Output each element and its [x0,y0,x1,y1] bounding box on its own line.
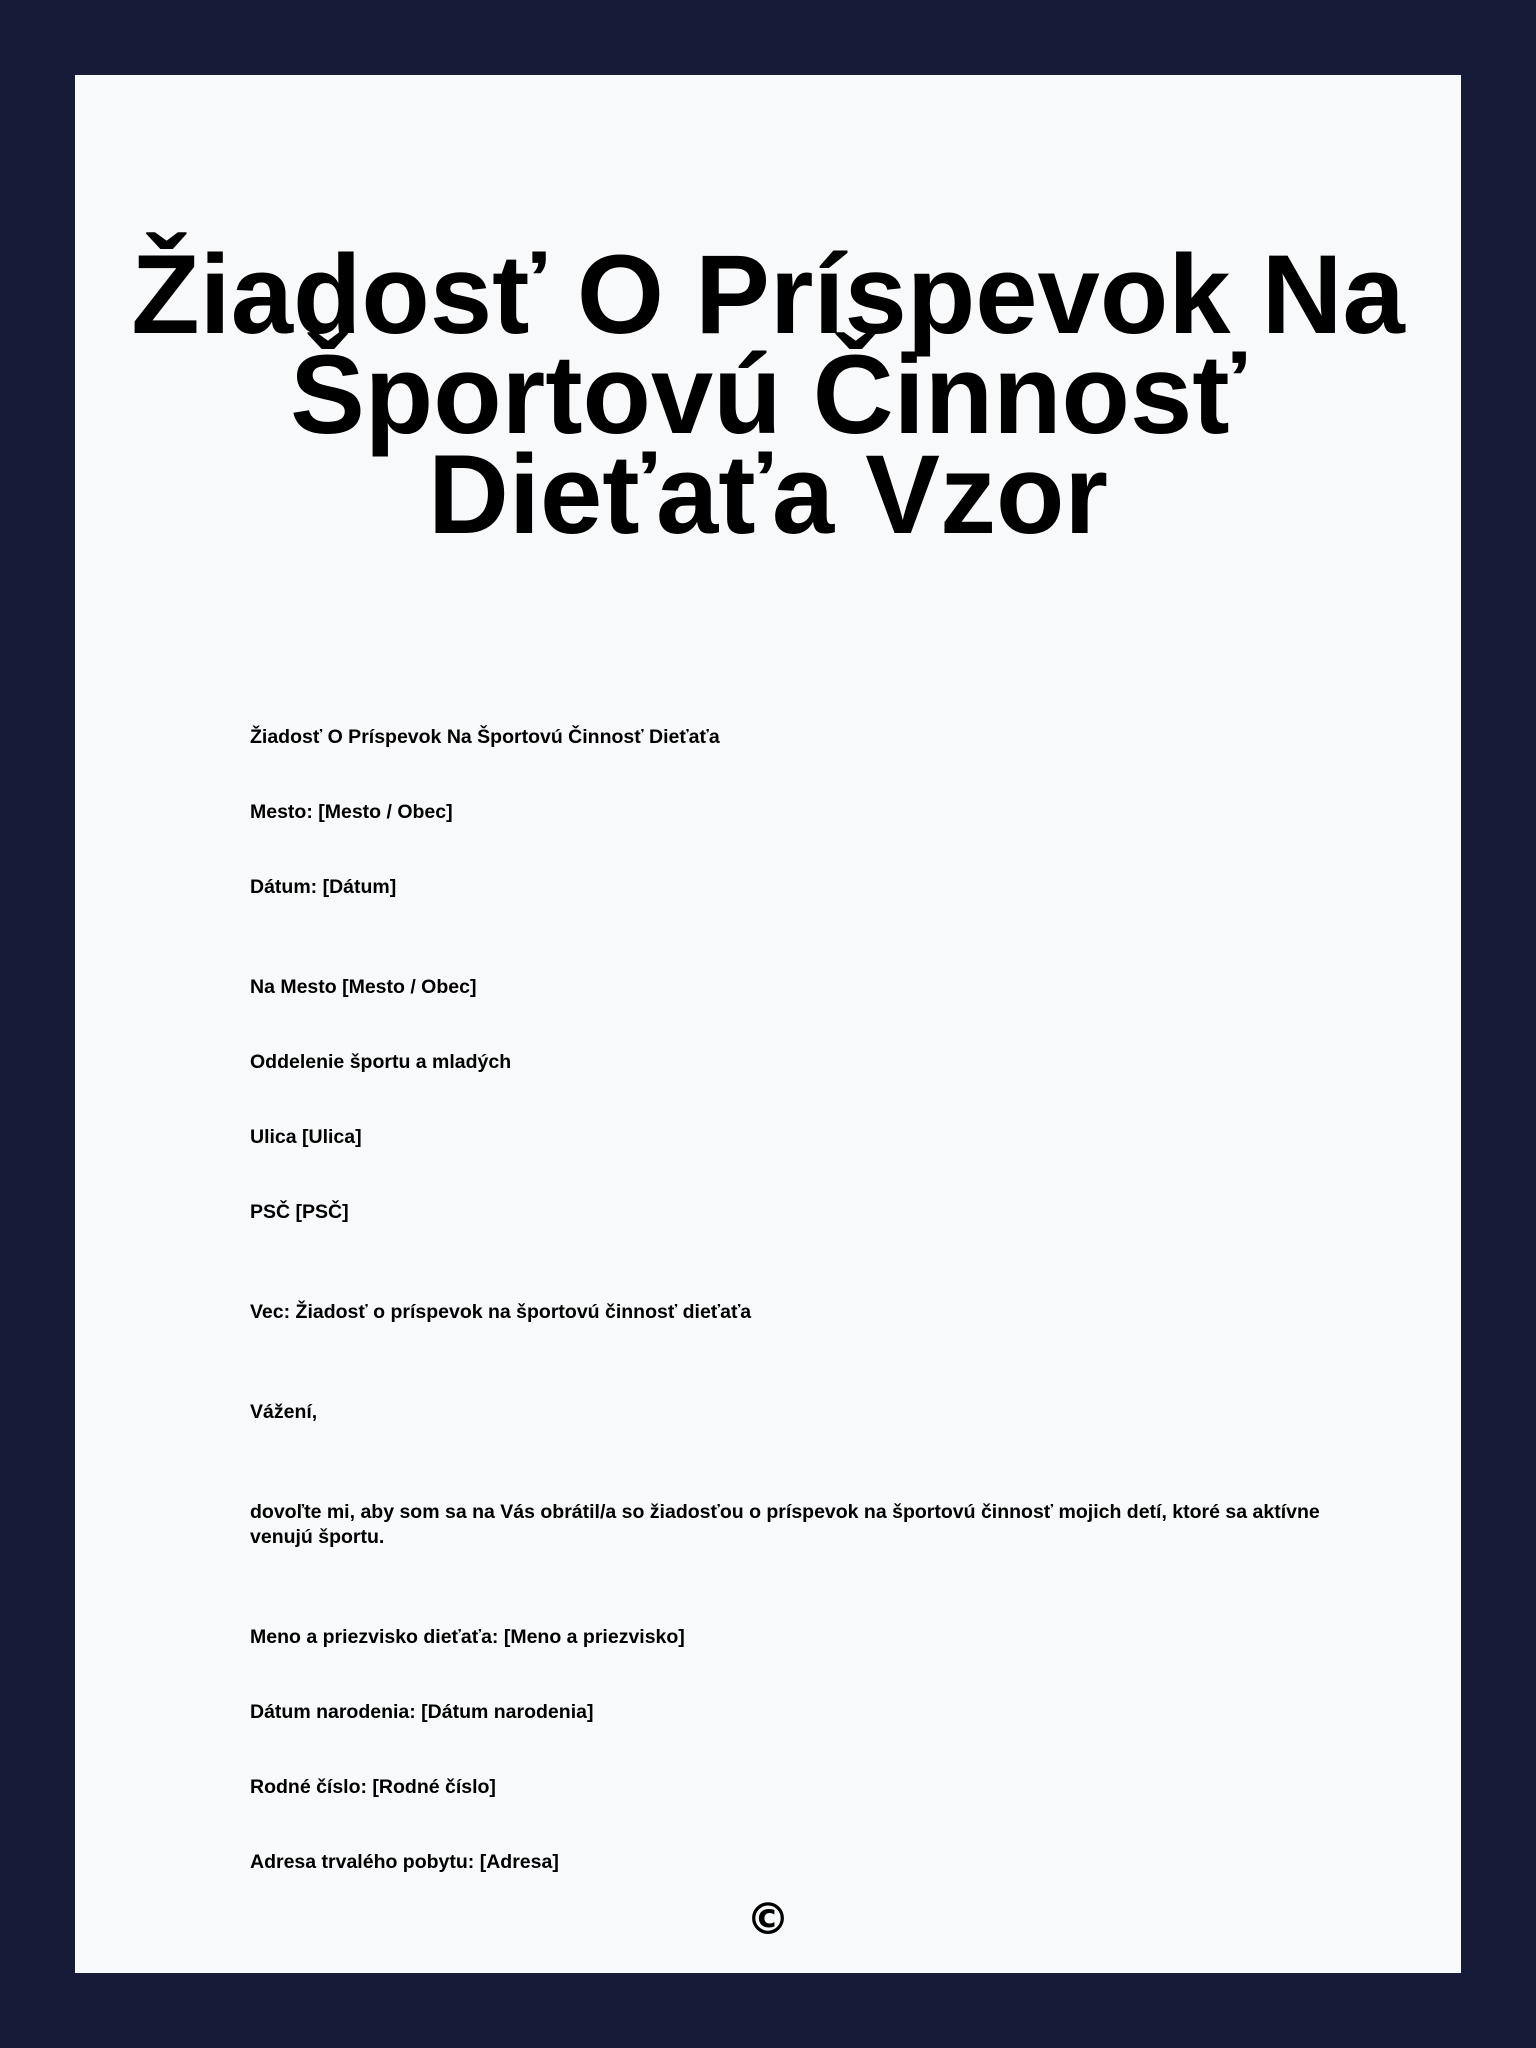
recipient-department-line: Oddelenie športu a mladých [250,1051,512,1073]
intro-paragraph: dovoľte mi, aby som sa na Vás obrátil/a so žiadosťou o príspevok na športovú činnosť mojich detí, ktoré sa aktívne venujú športu. [250,1501,1320,1548]
recipient-zip-line: PSČ [PSČ] [250,1201,349,1223]
city-line: Mesto: [Mesto / Obec] [250,801,453,823]
salutation: Vážení, [250,1401,318,1423]
recipient-street-line: Ulica [Ulica] [250,1126,362,1148]
child-name-line: Meno a priezvisko dieťaťa: [Meno a priezvisko] [250,1626,685,1648]
document-body [250,645,1350,1875]
date-line: Dátum: [Dátum] [250,876,397,898]
recipient-city-line: Na Mesto [Mesto / Obec] [250,976,477,998]
birth-number-line: Rodné číslo: [Rodné číslo] [250,1776,496,1798]
copyright-symbol: © [746,1894,790,1945]
subject-line: Vec: Žiadosť o príspevok na športovú činnosť dieťaťa [250,1301,752,1323]
address-line: Adresa trvalého pobytu: [Adresa] [250,1851,559,1873]
birth-date-line: Dátum narodenia: [Dátum narodenia] [250,1701,594,1723]
document-page [75,75,1461,1973]
letter-heading: Žiadosť O Príspevok Na Športovú Činnosť Dieťaťa [250,726,720,748]
page-title: Žiadosť O Príspevok Na Športovú Činnosť Dieťaťa Vzor [131,232,1405,557]
